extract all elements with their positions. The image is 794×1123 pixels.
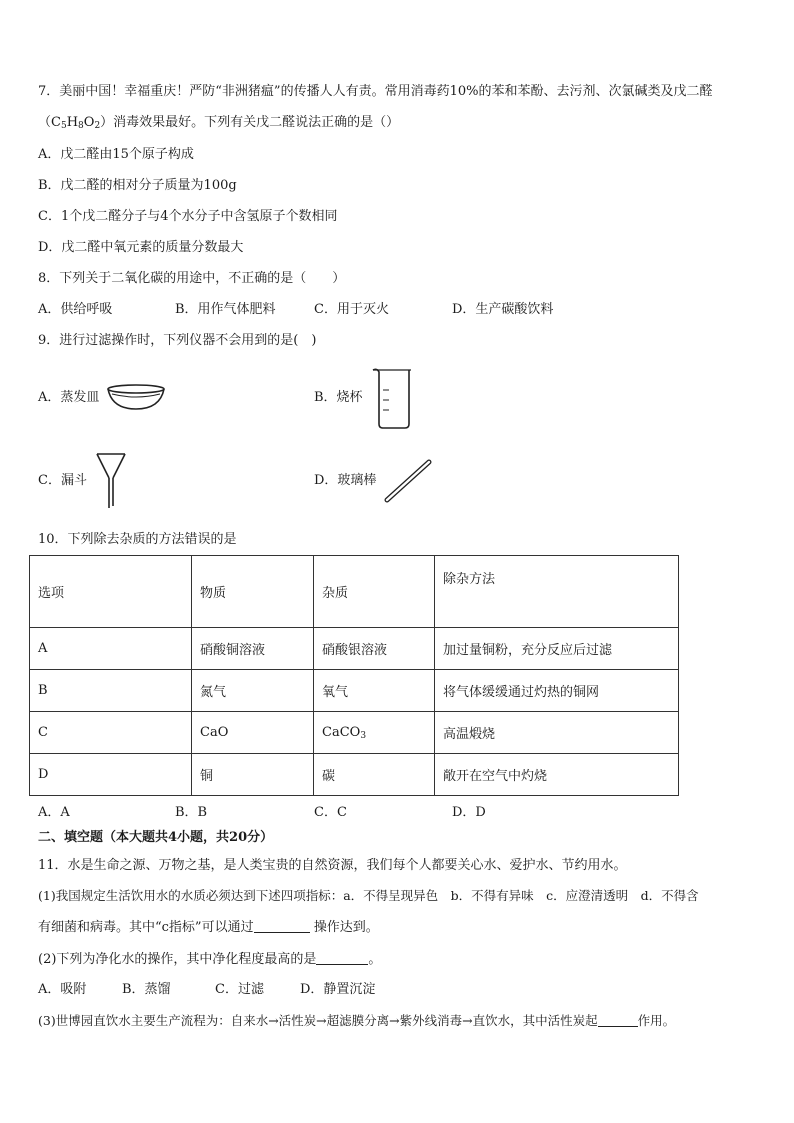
table-cell: A [30,628,192,670]
q11-part1-line1: (1)我国规定生活饮用水的水质必须达到下述四项指标：a．不得呈现异色 b．不得有异味 c．应澄清透明 d．不得含 [38,888,699,903]
table-cell: 敞开在空气中灼烧 [435,754,679,796]
table-cell: 将气体缓缓通过灼热的铜网 [435,670,679,712]
table-row [30,712,679,754]
table-cell: CaO [192,712,314,754]
table-header-cell: 选项 [30,556,192,628]
table-cell: 加过量铜粉，充分反应后过滤 [435,628,679,670]
table-cell: 氮气 [192,670,314,712]
table-header-cell: 杂质 [314,556,435,628]
beaker-icon [371,366,415,430]
table-cell: C [30,712,192,754]
q8-stem: 8．下列关于二氧化碳的用途中，不正确的是（ ） [38,271,346,286]
table-cell: B [30,670,192,712]
q11-part2-option-a: A．吸附 [38,982,87,997]
evaporating-dish-icon [106,382,166,412]
q7-stem-line2: $(C_5H_8O_2)$消毒效果最好。下列有关戊二醛说法正确的是（） [38,115,400,131]
q8-option-c: C．用于灭火 [314,302,389,317]
q10-option-a: A．A [38,805,70,820]
answer-blank[interactable] [254,918,310,933]
q8-option-a: A．供给呼吸 [38,302,113,317]
answer-blank[interactable] [316,950,368,965]
table-cell: 碳 [314,754,435,796]
q11-part3: (3)世博园直饮水主要生产流程为：自来水→活性炭→超滤膜分离→紫外线消毒→直饮水，其中活性炭起 作用。 [38,1013,676,1028]
q9-option-c: C．漏斗 [38,473,87,488]
table-cell: 高温煅烧 [435,712,679,754]
q10-option-b: B．B [175,805,208,820]
table-cell: 氧气 [314,670,435,712]
section-title: 二、填空题（本大题共4小题，共20分） [38,830,274,845]
table-header-cell: 物质 [192,556,314,628]
q7-option-a: A．戊二醛由15个原子构成 [38,147,194,162]
q11-part1-line2: 有细菌和病毒。其中“c指标”可以通过 操作达到。 [38,920,379,935]
q7-stem-line1: 7．美丽中国！幸福重庆！严防“非洲猪瘟”的传播人人有责。常用消毒药10%的苯和苯酚、去污剂、次氯碱类及戊二醛 [38,84,713,99]
table-cell: 铜 [192,754,314,796]
q11-part2-option-b: B．蒸馏 [122,982,171,997]
q9-option-b: B．烧杯 [314,390,363,405]
table-row [30,670,679,712]
table-cell: 硝酸铜溶液 [192,628,314,670]
q7-option-d: D．戊二醛中氧元素的质量分数最大 [38,240,244,255]
q9-option-a: A．蒸发皿 [38,390,100,405]
q10-option-d: D．D [452,805,486,820]
q11-part2-option-d: D．静置沉淀 [300,982,376,997]
q10-stem: 10．下列除去杂质的方法错误的是 [38,532,237,547]
answer-blank[interactable] [598,1012,638,1027]
table-cell: 硝酸银溶液 [314,628,435,670]
q7-option-b: B．戊二醛的相对分子质量为100g [38,178,237,193]
q10-option-c: C．C [314,805,347,820]
q8-option-d: D．生产碳酸饮料 [452,302,554,317]
funnel-icon [95,452,127,510]
table-cell: CaCO$_3$ [314,712,435,754]
q9-stem: 9．进行过滤操作时，下列仪器不会用到的是( ) [38,333,317,348]
q11-part2: (2)下列为净化水的操作，其中净化程度最高的是 。 [38,952,382,967]
q11-part2-option-c: C．过滤 [215,982,264,997]
q8-option-b: B．用作气体肥料 [175,302,276,317]
q10-table [29,555,679,796]
table-row [30,754,679,796]
q7-option-c: C．1个戊二醛分子与4个水分子中含氢原子个数相同 [38,209,338,224]
q11-stem: 11．水是生命之源、万物之基，是人类宝贵的自然资源，我们每个人都要关心水、爱护水、节约用水。 [38,858,627,873]
q9-option-d: D．玻璃棒 [314,473,377,488]
table-header-row [30,556,679,628]
glass-rod-icon [383,458,433,504]
table-cell: D [30,754,192,796]
table-row [30,628,679,670]
table-header-cell: 除杂方法 [435,556,679,628]
